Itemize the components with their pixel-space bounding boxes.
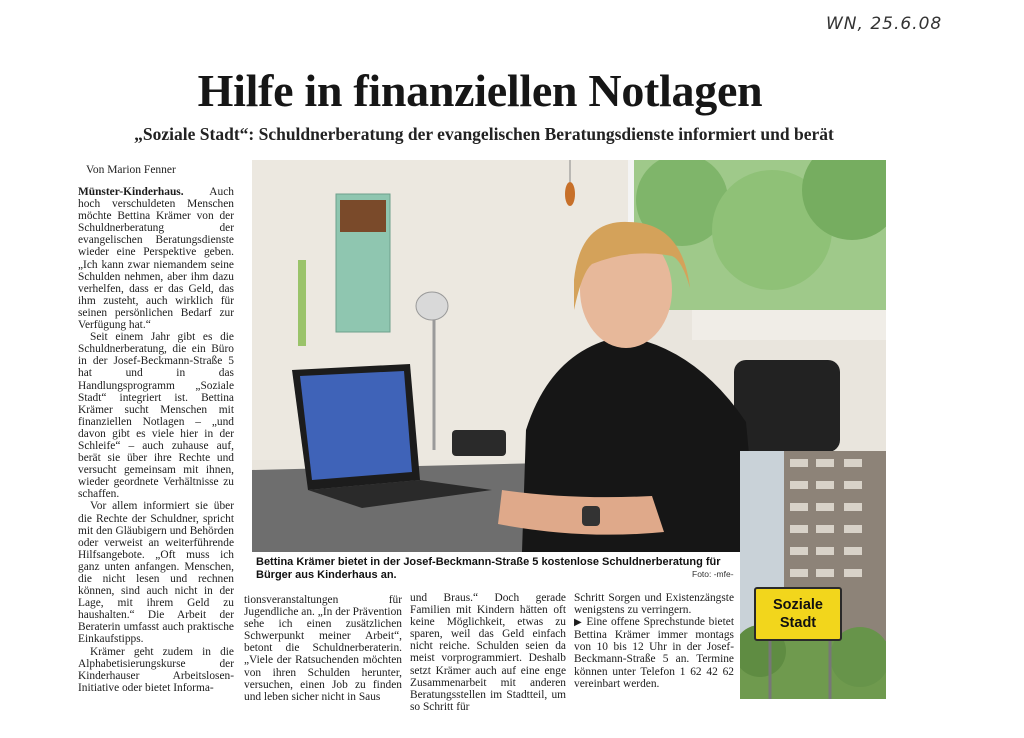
soziale-stadt-sign [754,587,842,641]
handwritten-date-note: WN, 25.6.08 [826,14,943,34]
byline: Von Marion Fenner [86,164,176,176]
dateline: Münster-Kinderhaus. [78,186,184,198]
headline: Hilfe in finanziellen Notlagen [197,65,763,116]
inset-photo [740,451,886,699]
article-paragraph [574,616,734,690]
subheadline: „Soziale Stadt“: Schuldnerberatung der evangelischen Beratungsdienste informiert und berät [134,124,834,144]
triangle-bullet-icon: ▶ [574,617,583,629]
photo-caption: Bettina Krämer bietet in der Josef-Beckmann-Straße 5 kostenlose Schuldnerberatung für Bürger aus Kinderhaus an. [256,556,721,581]
article-paragraph: Vor allem informiert sie über die Rechte der Schuldner, spricht mit den Gläubigern und Behörden oder verweist an weiterführende Hilfsangebote. „Oft muss ich ganz unten anfangen. Menschen, die nicht lesen und rechnen können, sind auch nicht in der Lage, mit ihrem Geld zu haushalten.“ Die Arbeit der Beraterin umfasst auch praktische Einkaufstipps. [78,500,234,646]
article-paragraph: Krämer geht zudem in die Alphabetisierungskurse der Kinderhauser Arbeitslosen-Initiative oder bietet Informa- [78,645,234,694]
sign-line-1: Soziale [773,597,823,613]
paragraph-text: Eine offene Sprechstunde bietet Bettina Krämer immer montags von 10 bis 12 Uhr in der Josef-Beckmann-Straße 5 an. Termine können unter Telefon 1 62 42 62 vereinbart werden. [574,616,734,690]
article-column-1 [78,186,234,694]
article-column-4 [574,592,734,690]
article-paragraph [78,186,234,331]
photo-credit: Foto: -mfe- [692,569,734,579]
building-illustration [740,451,886,699]
article-column-3 [410,592,566,713]
article-paragraph: tionsveranstaltungen für Jugendliche an. „In der Prävention sehe ich einen zusätzlichen Schwerpunkt meiner Arbeit“, betont die Schuldnerberaterin. „Viele der Ratsuchenden möchten von ihren Schulden herunter, versuchen, einen Job zu finden und leben sicher nicht in Saus [244,594,402,703]
paragraph-text: Auch hoch verschuldeten Menschen möchte Bettina Krämer von der Schuldnerberatung der evangelischen Beratungsdienste wieder eine Perspektive geben. „Ich kann zwar niemandem seine Schulden nehmen, aber ihm dazu verhelfen, dass er das Geld, das ihm zusteht, auch wirklich für seinen persönlichen Bedarf zur Verfügung hat.“ [78,186,234,332]
sign-line-2: Stadt [779,615,817,631]
article-paragraph: und Braus.“ Doch gerade Familien mit Kindern hätten oft keine Möglichkeit, etwas zu sparen, weil das Geld einfach nicht reiche. Schulden seien da meist vorprogrammiert. Deshalb setzt Krämer auch auf eine enge Zusammenarbeit mit anderen Beratungsstellen im Stadtteil, um so Schritt für [410,592,566,713]
article-column-2 [244,594,402,703]
article-paragraph: Seit einem Jahr gibt es die Schuldnerberatung, die ein Büro in der Josef-Beckmann-Straße 5 hat und in das Handlungsprogramm „Soziale Stadt“ integriert ist. Bettina Krämer sucht Menschen mit finanziellen Notlagen – „und davon gibt es viele hier in der Schleife“ – auch zuhause auf, berät sie über ihre Rechte und versucht gemeinsam mit ihnen, wieder geordnete Verhältnisse zu schaffen. [78,331,234,501]
article-paragraph: Schritt Sorgen und Existenzängste wenigstens zu verringern. [574,592,734,617]
